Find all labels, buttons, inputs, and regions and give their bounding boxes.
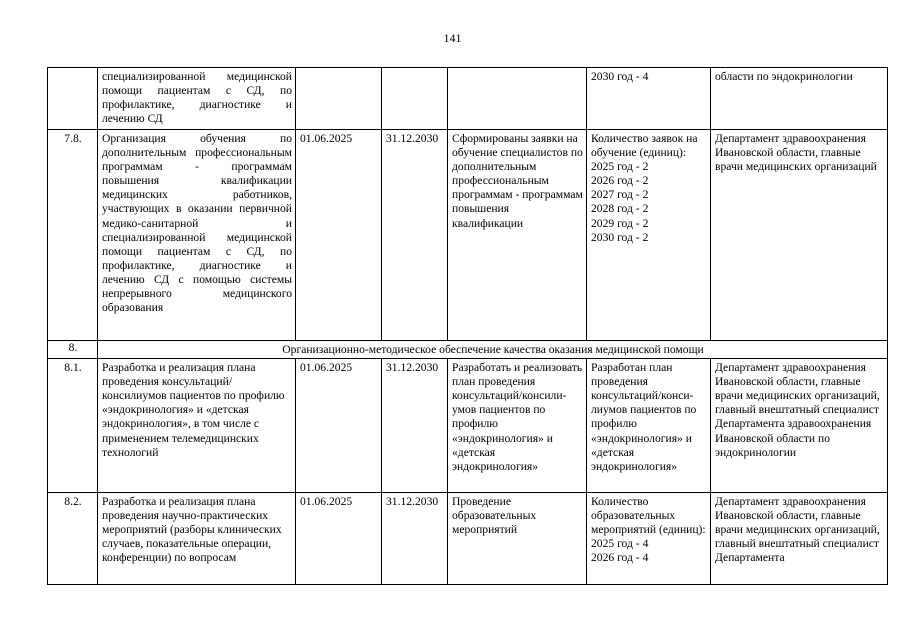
start-date-cell: 01.06.2025 (296, 130, 382, 341)
page-number: 141 (443, 31, 462, 45)
end-date-cell: 31.12.2030 (382, 359, 448, 493)
section-row (48, 341, 888, 359)
result-cell: Разработать и реализовать план проведения консультаций/консили-умов пациентов по профилю «эндокринология» и «детская эндокринология» (448, 359, 587, 493)
start-date-cell (296, 68, 382, 130)
indicator-cell (587, 68, 711, 130)
indicator-line: 2030 год - 2 (591, 230, 649, 244)
indicator-cell (587, 493, 711, 585)
end-date-cell (382, 68, 448, 130)
responsible-cell: Департамент здравоохранения Ивановской области, главные врачи медицинских организаций, главный внештатный специалист Департамента (711, 493, 888, 585)
indicator-line: 2029 год - 2 (591, 216, 649, 230)
table-row (48, 68, 888, 130)
activity-cell: Разработка и реализация плана проведения научно-практических мероприятий (разборы клинических случаев, показательные операции, конференции) по вопросам (98, 493, 296, 585)
result-cell: Проведение образовательных мероприятий (448, 493, 587, 585)
indicator-cell (587, 359, 711, 493)
indicator-line: 2026 год - 4 (591, 551, 649, 565)
indicator-line: 2025 год - 4 (591, 537, 649, 551)
item-number (48, 68, 98, 130)
table-row (48, 130, 888, 341)
end-date-cell: 31.12.2030 (382, 130, 448, 341)
start-date-cell: 01.06.2025 (296, 359, 382, 493)
section-title: Организационно-методическое обеспечение качества оказания медицинской помощи (98, 341, 888, 359)
responsible-cell: Департамент здравоохранения Ивановской области, главные врачи медицинских организаций, главный внештатный специалист Департамента здравоохранения Ивановской области по эндокринологии (711, 359, 888, 493)
start-date-cell: 01.06.2025 (296, 493, 382, 585)
end-date-cell: 31.12.2030 (382, 493, 448, 585)
indicator-line: 2028 год - 2 (591, 202, 649, 216)
indicator-line: 2025 год - 2 (591, 160, 649, 174)
result-cell (448, 68, 587, 130)
item-number: 7.8. (48, 130, 98, 341)
indicator-line: 2027 год - 2 (591, 188, 649, 202)
item-number: 8.1. (48, 359, 98, 493)
section-number: 8. (48, 341, 98, 359)
table-row (48, 493, 888, 585)
item-number: 8.2. (48, 493, 98, 585)
indicator-line: 2030 год - 4 (591, 70, 649, 83)
measures-table (47, 67, 888, 585)
activity-cell: Организация обучения по дополнительным профессиональным программам - программам повышения квалификации медицинских работников, участвующих в оказании первичной медико-санитарной и специализированной медицинской помощи пациентам с СД, по профилактике, диагностике и лечению СД с помощью системы непрерывного медицинского образования (98, 130, 296, 341)
activity-cell: специализированной медицинской помощи пациентам с СД, по профилактике, диагностике и лечению СД (98, 68, 296, 130)
responsible-cell: области по эндокринологии (711, 68, 888, 130)
indicator-line: Количество образовательных мероприятий (единиц): (591, 495, 706, 537)
result-cell: Сформированы заявки на обучение специалистов по дополнительным профессиональным программам - программам повышения квалификации (448, 130, 587, 341)
activity-cell: Разработка и реализация плана проведения консультаций/консилиумов пациентов по профилю «эндокринология» и «детская эндокринология», в том числе с применением телемедицинских технологий (98, 359, 296, 493)
indicator-line: Количество заявок на обучение (единиц): (591, 132, 698, 160)
table-row (48, 359, 888, 493)
indicator-cell (587, 130, 711, 341)
indicator-line: 2026 год - 2 (591, 174, 649, 188)
indicator-line: Разработан план проведения консультаций/конси-лиумов пациентов по профилю «эндокринология» и «детская эндокринология» (591, 361, 697, 473)
responsible-cell: Департамент здравоохранения Ивановской области, главные врачи медицинских организаций (711, 130, 888, 341)
